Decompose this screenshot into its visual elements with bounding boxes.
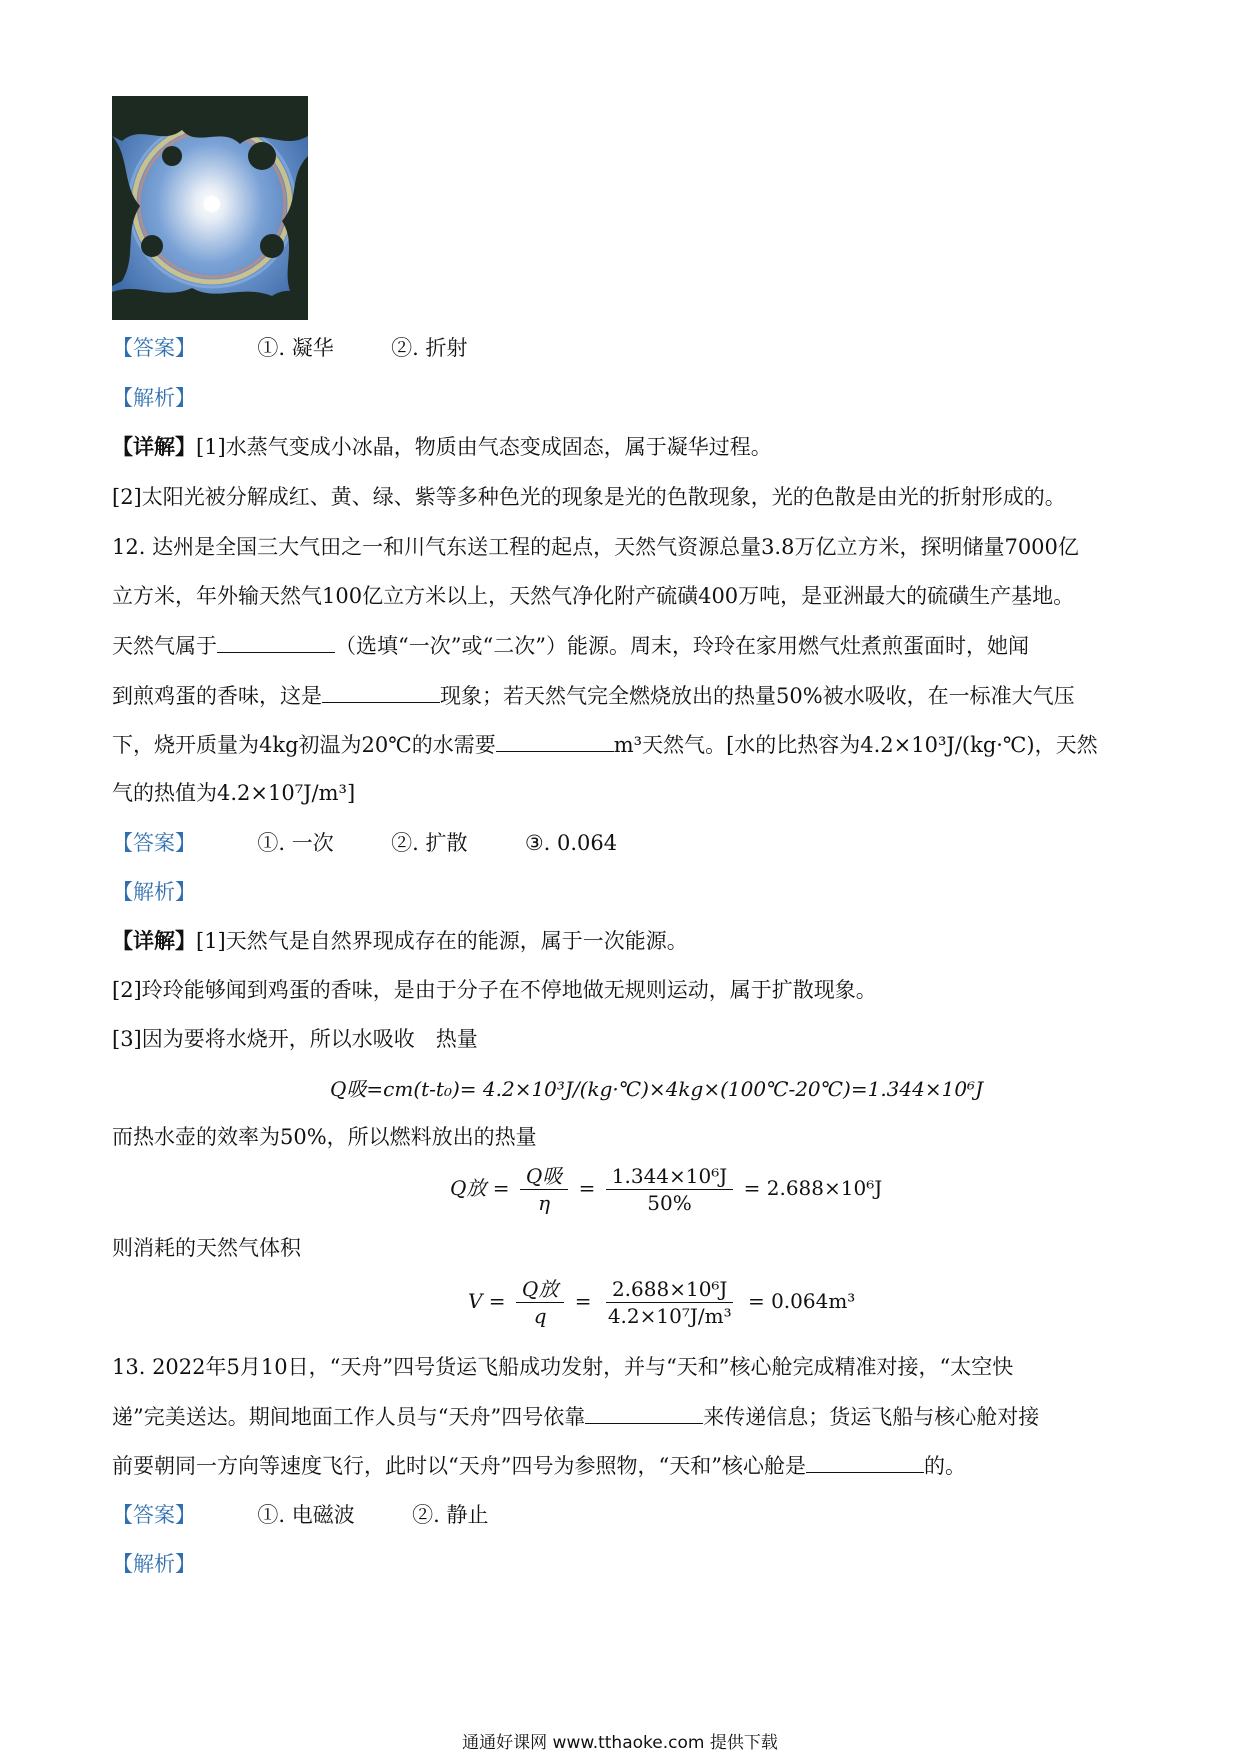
q12-text: m³天然气。[水的比热容为4.2×10³J/(kg·℃)，天然 — [613, 733, 1098, 757]
q12-detail-3: [3]因为要将水烧开，所以水吸收 热量 — [112, 1027, 478, 1051]
fraction — [520, 1163, 568, 1216]
q12-question-line-4 — [112, 680, 1075, 711]
answer-item: ②. 折射 — [391, 336, 468, 360]
q12-question-line-2: 立方米，年外输天然气100亿立方米以上，天然气净化附产硫磺400万吨，是亚洲最大的硫磺生产基地。 — [112, 584, 1075, 608]
formula-heat-released — [450, 1163, 882, 1216]
formula-text: = 0.064m³ — [747, 1289, 856, 1313]
formula-text: Q放 = — [450, 1176, 510, 1200]
fraction-numerator: 1.344×10⁶J — [606, 1163, 734, 1190]
formula-text: = — [578, 1176, 596, 1200]
fraction — [602, 1276, 738, 1329]
q12-question-line-5 — [112, 729, 1098, 760]
fill-blank-3[interactable] — [496, 729, 614, 752]
fraction-denominator: q — [533, 1304, 547, 1328]
q13-question-line-2 — [112, 1401, 1039, 1432]
q12-text: 到煎鸡蛋的香味，这是 — [112, 684, 322, 708]
fraction-numerator: Q放 — [516, 1276, 564, 1303]
answer-tag: 【答案】 — [112, 831, 196, 855]
q12-question-line-6: 气的热值为4.2×10⁷J/m³] — [112, 781, 356, 805]
q12-detail-4: 而热水壶的效率为50%，所以燃料放出的热量 — [112, 1125, 537, 1149]
formula-gas-volume — [468, 1276, 855, 1329]
fill-blank-4[interactable] — [585, 1401, 703, 1424]
fraction-numerator: 2.688×10⁶J — [606, 1276, 734, 1303]
fill-blank-5[interactable] — [806, 1450, 924, 1473]
q13-text: 前要朝同一方向等速度飞行，此时以“天舟”四号为参照物，“天和”核心舱是 — [112, 1454, 806, 1478]
q13-question-line-1: 13. 2022年5月10日，“天舟”四号货运飞船成功发射，并与“天和”核心舱完成精准对接，“太空快 — [112, 1355, 1014, 1379]
fraction — [516, 1276, 564, 1329]
fraction — [606, 1163, 734, 1216]
q12-detail-5: 则消耗的天然气体积 — [112, 1236, 301, 1260]
q12-question-line-1: 12. 达州是全国三大气田之一和川气东送工程的起点，天然气资源总量3.8万亿立方米，探明储量7000亿 — [112, 535, 1079, 559]
q12-text: （选填“一次”或“二次”）能源。周末，玲玲在家用燃气灶煮煎蛋面时，她闻 — [335, 634, 1029, 658]
answer-item: ①. 电磁波 — [257, 1503, 355, 1527]
q13-text: 的。 — [923, 1454, 966, 1478]
formula-text: V = — [468, 1289, 506, 1313]
detail-text: [1]天然气是自然界现成存在的能源，属于一次能源。 — [196, 929, 688, 953]
formula-text: = 2.688×10⁶J — [743, 1176, 883, 1200]
answer-item: ②. 扩散 — [391, 831, 468, 855]
page-footer: 通通好课网 www.tthaoke.com 提供下载 — [462, 1733, 778, 1753]
fraction-denominator: 50% — [647, 1191, 692, 1215]
fraction-denominator: η — [538, 1191, 551, 1215]
fraction-denominator: 4.2×10⁷J/m³ — [607, 1304, 732, 1328]
q11-detail-2: [2]太阳光被分解成红、黄、绿、紫等多种色光的现象是光的色散现象，光的色散是由光的折射形成的。 — [112, 485, 1066, 509]
analysis-tag: 【解析】 — [112, 1552, 196, 1576]
q11-detail-1 — [112, 432, 772, 462]
q12-text: 天然气属于 — [112, 634, 217, 658]
q12-text: 下，烧开质量为4kg初温为20℃的水需要 — [112, 733, 496, 757]
answer-item: ①. 一次 — [257, 831, 334, 855]
fill-blank-1[interactable] — [217, 630, 335, 653]
answer-tag: 【答案】 — [112, 336, 196, 360]
detail-tag: 【详解】 — [112, 928, 196, 953]
q11-answer-row — [112, 333, 467, 363]
analysis-tag: 【解析】 — [112, 386, 196, 410]
q13-question-line-3 — [112, 1450, 966, 1481]
q12-answer-row — [112, 828, 617, 858]
q12-detail-2: [2]玲玲能够闻到鸡蛋的香味，是由于分子在不停地做无规则运动，属于扩散现象。 — [112, 978, 877, 1002]
q12-detail-1 — [112, 926, 688, 956]
answer-item: ③. 0.064 — [524, 831, 618, 855]
answer-item: ②. 静止 — [412, 1503, 489, 1527]
answer-item: ①. 凝华 — [257, 336, 334, 360]
q12-text: 现象；若天然气完全燃烧放出的热量50%被水吸收，在一标准大气压 — [440, 684, 1075, 708]
fraction-numerator: Q吸 — [520, 1163, 568, 1190]
formula-text: = — [574, 1289, 592, 1313]
analysis-tag: 【解析】 — [112, 880, 196, 904]
detail-tag: 【详解】 — [112, 434, 196, 459]
q13-text: 来传递信息；货运飞船与核心舱对接 — [703, 1405, 1040, 1429]
q13-answer-row — [112, 1500, 488, 1530]
answer-tag: 【答案】 — [112, 1503, 196, 1527]
formula-heat-absorbed: Q吸=cm(t-t₀)= 4.2×10³J/(kg·℃)×4kg×(100℃-20℃)=1.344×10⁶J — [330, 1077, 984, 1101]
fill-blank-2[interactable] — [322, 680, 440, 703]
halo-photo — [112, 96, 308, 320]
q13-text: 递”完美送达。期间地面工作人员与“天舟”四号依靠 — [112, 1405, 586, 1429]
q12-question-line-3 — [112, 630, 1029, 661]
detail-text: [1]水蒸气变成小冰晶，物质由气态变成固态，属于凝华过程。 — [196, 435, 772, 459]
